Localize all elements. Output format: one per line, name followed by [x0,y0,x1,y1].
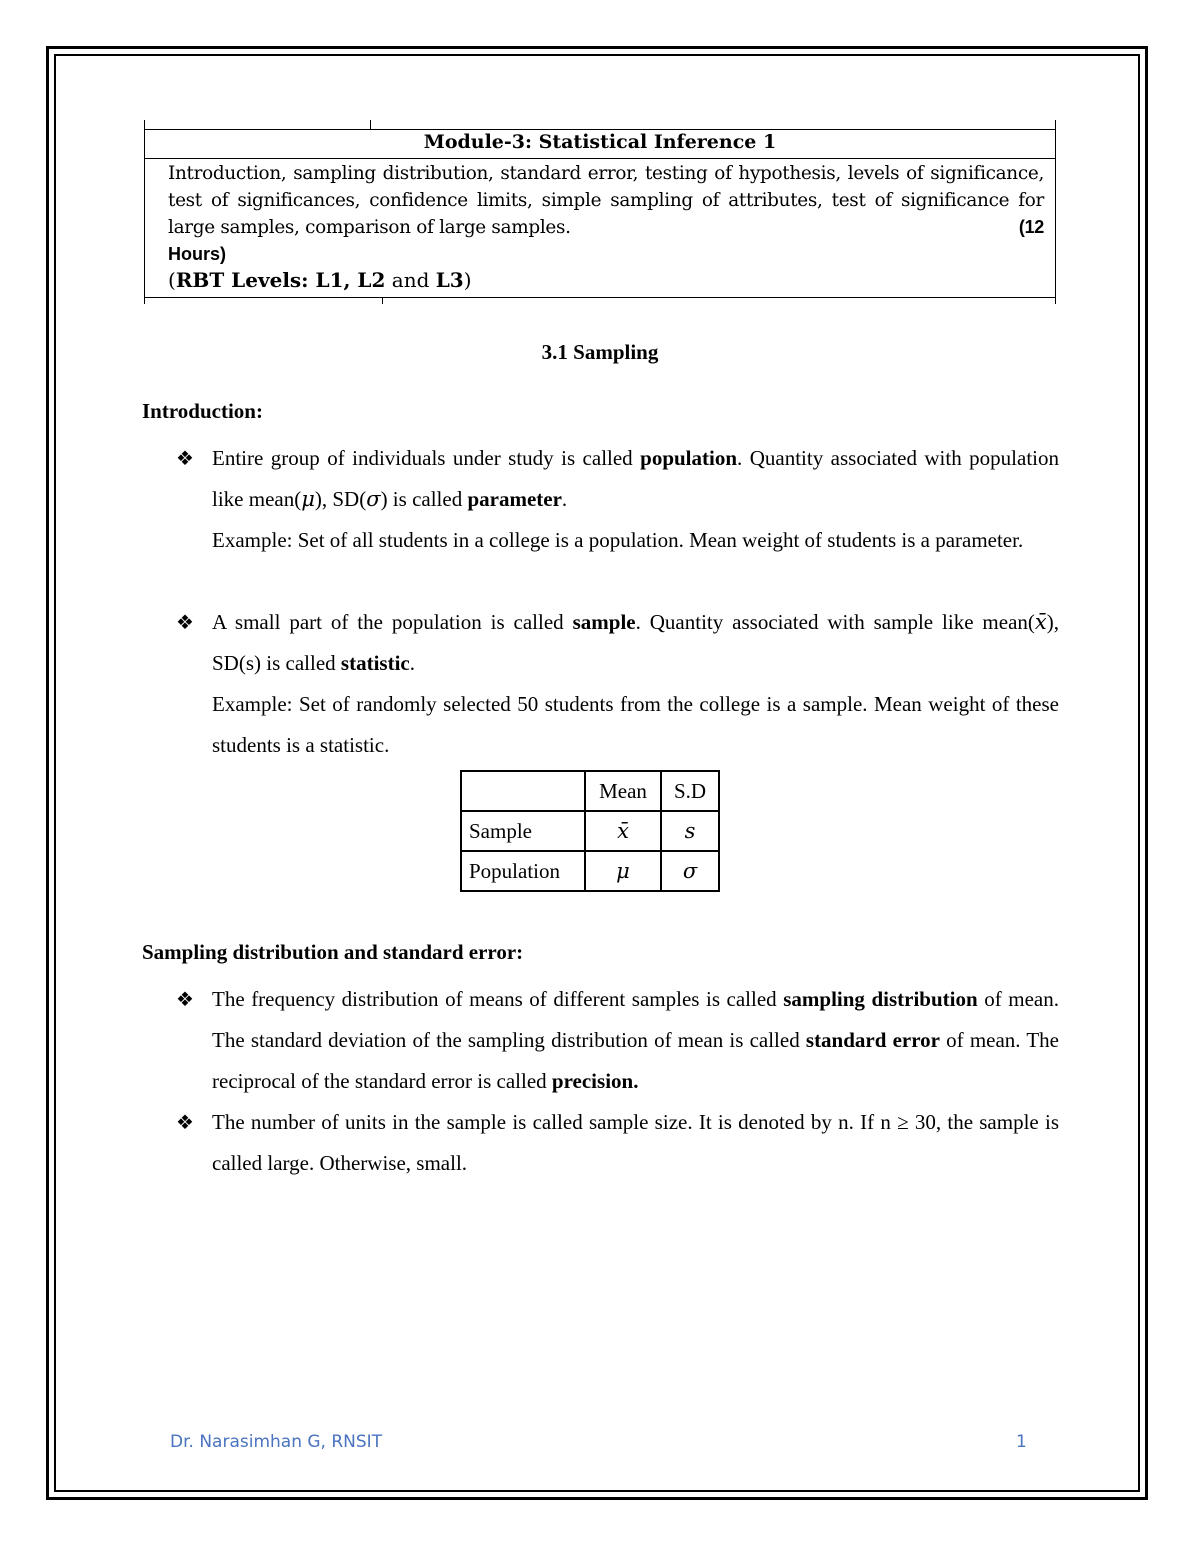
symbol-xbar: x̄ [1034,610,1047,634]
module-cut-row [144,297,1056,304]
text-span: . Quantity associated with sample like mean( [635,610,1035,634]
table-row [461,811,719,851]
term-sample: sample [572,610,636,634]
text-span: of mean. The standard deviation of the sampling distribution of mean is called [212,987,1059,1052]
text-span: . [561,487,568,511]
bullet-diamond-icon: ❖ [176,1110,194,1134]
bullet-diamond-icon: ❖ [176,987,194,1011]
term-parameter: parameter [467,487,562,511]
bullet-sample [212,602,1059,766]
bullet-diamond-icon: ❖ [176,446,194,470]
sampling-heading: Sampling distribution and standard error: [142,940,524,964]
table-cell: Sample [461,811,585,851]
module-hours-open: (12 [1018,217,1044,237]
rbt-suffix: ) [463,268,472,292]
bullet-sample-size [212,1102,1059,1184]
footer-author: Dr. Narasimhan G, RNSIT [170,1432,383,1452]
population-definition [212,438,1059,520]
text-span: . Quantity associated with population like mean( [212,446,1059,511]
sample-example: Example: Set of randomly selected 50 students from the college is a sample. Mean weight of these students is a statistic. [212,692,1059,757]
rbt-levels-bold2: L3 [435,268,464,292]
table-cell: s [661,811,719,851]
term-precision: precision. [551,1069,639,1093]
text-span: ), SD(s) is called [212,610,1059,675]
sample-size-text: The number of units in the sample is called sample size. It is denoted by n. If n ≥ 30, the sample is called large. Otherwise, small. [212,1110,1059,1175]
footer-page-number: 1 [1016,1432,1027,1452]
table-header-sd: S.D [661,771,719,811]
population-example: Example: Set of all students in a college is a population. Mean weight of students is a parameter. [212,528,1024,552]
module-rbt-levels [168,268,472,292]
table-cell: Population [461,851,585,891]
text-span: of mean. The reciprocal of the standard error is called [212,1028,1059,1093]
text-span: Entire group of individuals under study is called [212,446,641,470]
section-title: 3.1 Sampling [541,340,659,364]
term-statistic: statistic [340,651,410,675]
rbt-levels-bold: RBT Levels: L1, L2 [175,268,386,292]
text-span: ) is called [380,487,468,511]
table-row [461,851,719,891]
sampling-distribution-text [212,979,1059,1102]
bullet-diamond-icon: ❖ [176,610,194,634]
term-population: population [640,446,738,470]
mean-sd-table [460,770,720,892]
symbol-sigma: σ [366,487,381,511]
term-standard-error: standard error [805,1028,940,1052]
table-cell: μ [585,851,661,891]
text-span: The frequency distribution of means of different samples is called [212,987,784,1011]
module-description [168,160,1044,241]
module-title: Module-3: Statistical Inference 1 [423,131,777,153]
bullet-sampling-distribution [212,979,1059,1102]
bullet-population [212,438,1059,561]
text-span: . [409,651,415,675]
introduction-heading: Introduction: [142,399,263,423]
module-description-text: Introduction, sampling distribution, standard error, testing of hypothesis, levels of significance, test of significances, confidence limits, simple sampling of attributes, test of significance for large samples, comparison of large samples. [168,163,1044,238]
rbt-prefix: ( [168,268,176,292]
table-cell: σ [661,851,719,891]
text-span: A small part of the population is called [212,610,573,634]
table-cell [461,771,585,811]
symbol-mu: μ [301,487,315,511]
table-cell: x̄ [585,811,661,851]
text-span: ), SD( [314,487,367,511]
sample-definition [212,602,1059,684]
table-header-mean: Mean [585,771,661,811]
module-hours-close: Hours) [168,244,226,264]
term-sampling-distribution: sampling distribution [783,987,978,1011]
table-row [461,771,719,811]
rbt-mid: and [385,268,436,292]
